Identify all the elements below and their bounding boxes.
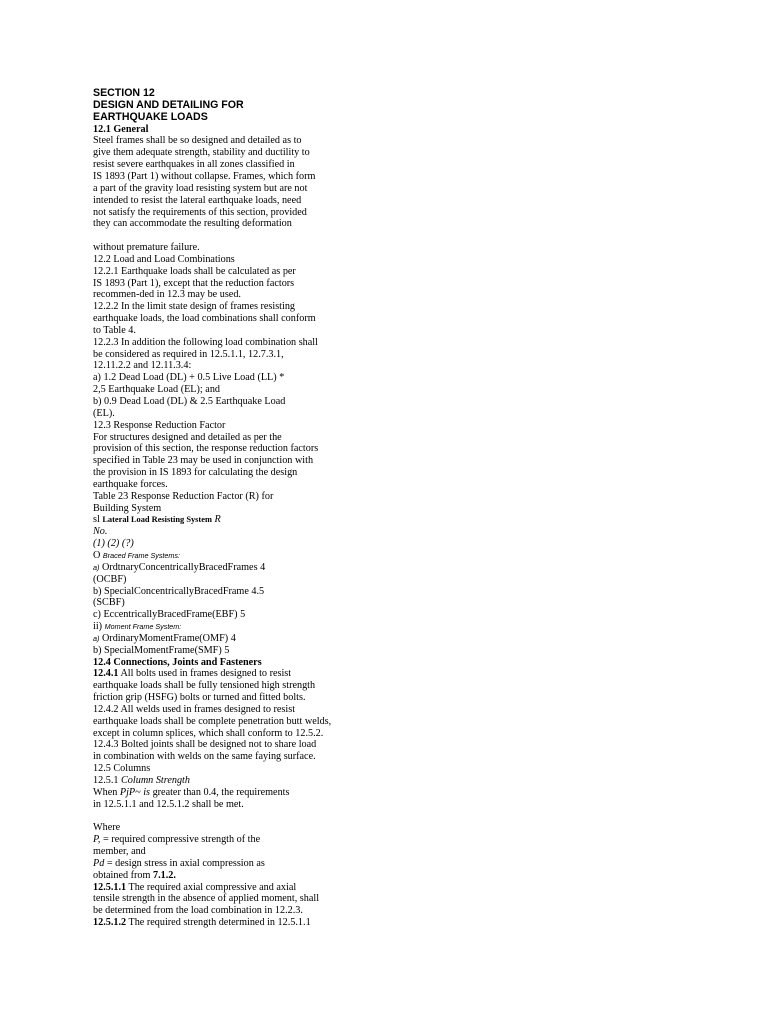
table-header-row <box>93 514 363 526</box>
text-line: recommen-ded in 12.3 may be used. <box>93 289 241 301</box>
text-line: 12.2.3 In addition the following load combination shall <box>93 336 318 348</box>
text-line: in 12.5.1.1 and 12.5.1.2 shall be met. <box>93 798 244 810</box>
text-line: Table 23 Response Reduction Factor (R) for <box>93 490 274 502</box>
table-row-smf: b) SpecialMomentFrame(SMF) 5 <box>93 644 230 656</box>
text-fragment: When <box>93 786 120 798</box>
text-line: 2,5 Earthquake Load (EL); and <box>93 384 221 396</box>
text-line <box>93 834 363 846</box>
text-line <box>93 858 363 870</box>
text-line: 12.2.1 Earthquake loads shall be calculated as per <box>93 265 296 277</box>
item-text: OrdtnaryConcentricallyBracedFrames 4 <box>99 561 266 573</box>
text-line: without premature failure. <box>93 242 200 254</box>
text-fragment: The required strength determined in 12.5.1.1 <box>126 917 311 929</box>
general-heading: 12.1 General <box>93 123 149 135</box>
table-row-scbf: b) SpecialConcentricallyBracedFrame 4.5 <box>93 585 265 597</box>
column-strength-heading <box>93 775 363 787</box>
text-line: b) 0.9 Dead Load (DL) & 2.5 Earthquake Load <box>93 396 286 408</box>
text-line <box>93 668 363 680</box>
text-line: Steel frames shall be so designed and detailed as to <box>93 135 302 147</box>
text-line: specified in Table 23 may be used in conjunction with <box>93 455 314 467</box>
text-line: earthquake forces. <box>93 478 168 490</box>
item-text: OrdinaryMomentFrame(OMF) 4 <box>99 632 236 644</box>
text-line: earthquake loads shall be complete penetration butt welds, <box>93 715 332 727</box>
text-line: 12.5 Columns <box>93 763 151 775</box>
text-line: in combination with welds on the same faying surface. <box>93 751 316 763</box>
text-line: resist severe earthquakes in all zones classified in <box>93 159 295 171</box>
text-line: give them adequate strength, stability and ductility to <box>93 147 310 159</box>
text-line: 12.11.2.2 and 12.11.3.4: <box>93 360 192 372</box>
text-line: member, and <box>93 846 146 858</box>
text-fragment: greater than 0.4, the requirements <box>150 786 290 798</box>
text-line: earthquake loads shall be fully tensioned high strength <box>93 680 316 692</box>
table-23 <box>93 514 363 656</box>
table-row-ocbf-abbr: (OCBF) <box>93 573 127 585</box>
text-line: Building System <box>93 502 162 514</box>
row-number: ii) <box>93 621 103 633</box>
connections-heading: 12.4 Connections, Joints and Fasteners <box>93 656 262 668</box>
no-column-header: No. <box>93 526 108 538</box>
text-line: 12.4.2 All welds used in frames designed to resist <box>93 703 296 715</box>
text-line: to Table 4. <box>93 324 136 336</box>
text-line: be considered as required in 12.5.1.1, 12.7.3.1, <box>93 348 284 360</box>
document-page <box>93 87 363 929</box>
text-line: be determined from the load combination in 12.2.3. <box>93 905 303 917</box>
table-row-scbf-abbr: (SCBF) <box>93 597 125 609</box>
text-line: they can accommodate the resulting deformation <box>93 218 292 230</box>
text-line: earthquake loads, the load combinations shall conform <box>93 313 316 325</box>
section-title-line-2: EARTHQUAKE LOADS <box>93 111 208 124</box>
table-row-moment <box>93 621 363 633</box>
text-line: IS 1893 (Part 1), except that the reduction factors <box>93 277 295 289</box>
row-label: Moment Frame System: <box>104 622 182 632</box>
paragraph-gap <box>93 811 363 823</box>
general-paragraph <box>93 135 363 230</box>
text-line: (EL). <box>93 407 115 419</box>
clause-number: 12.4.1 <box>93 668 119 680</box>
clause-number: 12.5.1.1 <box>93 881 127 893</box>
text-line: a) 1.2 Dead Load (DL) + 0.5 Live Load (LL) * <box>93 372 285 384</box>
text-line: provision of this section, the response reduction factors <box>93 443 319 455</box>
text-line: IS 1893 (Part 1) without collapse. Frames, which form <box>93 170 316 182</box>
pd-symbol: Pd <box>93 857 105 869</box>
load-combinations-block <box>93 242 363 514</box>
sl-column-header: sl <box>93 514 100 526</box>
text-line <box>93 882 363 894</box>
text-line: friction grip (HSFG) bolts or turned and fitted bolts. <box>93 692 306 704</box>
section-title-line-1: DESIGN AND DETAILING FOR <box>93 99 244 112</box>
p-symbol: P, <box>93 834 101 846</box>
table-row-ocbf <box>93 562 363 574</box>
text-line: the provision in IS 1893 for calculating the design <box>93 467 298 479</box>
connections-block <box>93 657 363 775</box>
ratio-symbol: PjP~ is <box>119 786 151 798</box>
text-line: For structures designed and detailed as per the <box>93 431 282 443</box>
section-number: SECTION 12 <box>93 87 155 99</box>
text-line <box>93 787 363 799</box>
text-fragment: = design stress in axial compression as <box>104 857 265 869</box>
item-prefix: a) <box>93 633 100 643</box>
table-row-ebf: c) EccentricallyBracedFrame(EBF) 5 <box>93 609 246 621</box>
text-line: intended to resist the lateral earthquake loads, need <box>93 194 302 206</box>
clause-reference: 7.1.2. <box>152 869 176 881</box>
columns-block <box>93 775 363 929</box>
text-line: except in column splices, which shall conform to 12.5.2. <box>93 727 324 739</box>
paragraph-gap <box>93 230 363 242</box>
text-line <box>93 870 363 882</box>
text-line: 12.2 Load and Load Combinations <box>93 253 235 265</box>
clause-text: All bolts used in frames designed to resist <box>118 668 292 680</box>
text-line: a part of the gravity load resisting system but are not <box>93 182 308 194</box>
text-fragment: The required axial compressive and axial <box>126 881 297 893</box>
text-line <box>93 917 363 929</box>
text-line: not satisfy the requirements of this section, provided <box>93 206 307 218</box>
clause-number: 12.5.1.2 <box>93 917 127 929</box>
table-row-omf <box>93 633 363 645</box>
text-fragment: obtained from <box>93 869 153 881</box>
clause-title: Column Strength <box>121 775 190 787</box>
text-fragment: = required compressive strength of the <box>100 834 261 846</box>
row-label: Braced Frame Systems: <box>102 550 180 560</box>
text-line: tensile strength in the absence of applied moment, shall <box>93 893 320 905</box>
system-column-header: Lateral Load Resisting System <box>102 515 212 525</box>
text-line: 12.3 Response Reduction Factor <box>93 419 226 431</box>
column-numbers: (1) (2) (?) <box>93 538 134 550</box>
item-prefix: a) <box>93 562 100 572</box>
row-number: O <box>93 549 101 561</box>
text-line: 12.2.2 In the limit state design of frames resisting <box>93 301 296 313</box>
r-column-header: R <box>214 514 221 526</box>
table-row-braced <box>93 550 363 562</box>
clause-number: 12.5.1 <box>93 775 122 787</box>
text-line: 12.4.3 Bolted joints shall be designed not to share load <box>93 739 317 751</box>
where-label: Where <box>93 822 121 834</box>
